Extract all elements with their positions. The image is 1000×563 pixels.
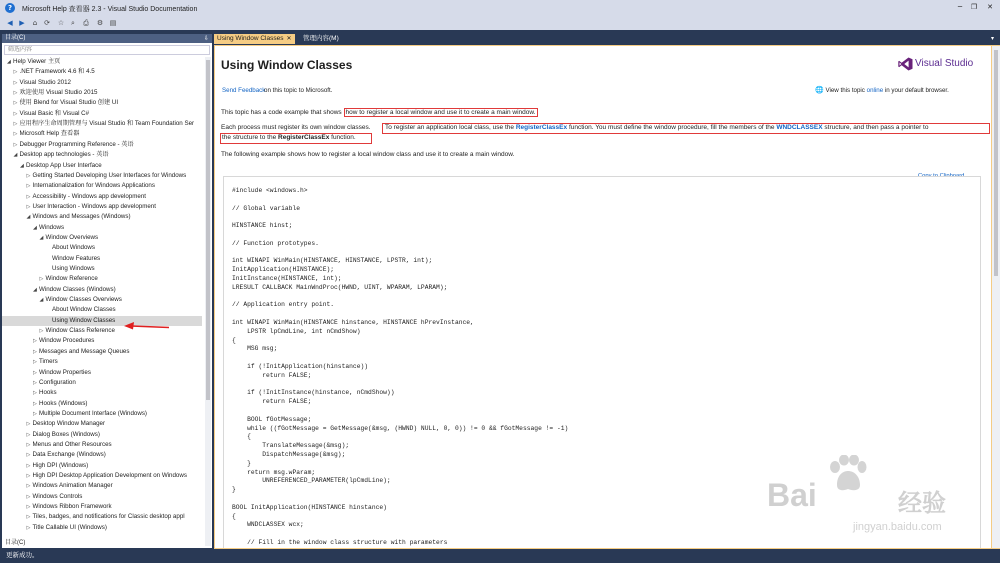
expanded-arrow-icon[interactable]: ◢ [20,162,24,169]
annotation-arrow [124,321,170,331]
home-icon[interactable]: ⌂ [32,19,38,27]
toc-item[interactable] [2,357,202,367]
chevron-down-icon[interactable]: ▾ [990,35,994,42]
code-line: // Fill in the window class structure with parameters [232,539,448,546]
toc-item[interactable] [2,212,202,222]
collapsed-arrow-icon[interactable]: ▷ [33,410,37,417]
expanded-arrow-icon[interactable]: ◢ [39,234,44,241]
toc-item[interactable] [2,285,202,295]
toc-item-label: Window Classes Overviews [45,296,122,304]
toc-item-label: Windows and Messages (Windows) [32,213,131,221]
toc-item-label: Getting Started Developing User Interfaces for Windows [32,171,187,179]
collapsed-arrow-icon[interactable]: ▷ [39,328,44,335]
toc-item-label: Window Properties [39,368,91,376]
toc-item[interactable] [2,336,202,346]
toc-item[interactable] [2,161,202,171]
code-line: #include <windows.h> [232,187,308,194]
code-line: } [232,459,251,467]
globe-icon: 🌐 [815,86,824,94]
toc-scrollbar[interactable] [205,57,211,546]
toc-item-label: High DPI (Windows) [32,461,89,469]
collapsed-arrow-icon[interactable]: ▷ [26,183,31,190]
code-line: InitInstance(HINSTANCE, int); [232,275,342,282]
toc-item-label: High DPI Desktop Application Development on Windows [32,472,187,479]
code-line: DispatchMessage(&msg); [232,451,346,458]
tab-favorites[interactable]: 收藏夹(F) [59,540,85,546]
toc-item[interactable] [2,471,202,481]
registerclassex-link[interactable]: RegisterClassEx [515,124,568,131]
collapsed-arrow-icon[interactable]: ▷ [33,369,37,376]
p2-text-c: structure, and then pass a pointer to [824,124,929,131]
toc-item-label: Using Window Classes [52,316,116,324]
collapsed-arrow-icon[interactable]: ▷ [39,276,44,283]
code-line: return FALSE; [232,371,312,379]
tab-index[interactable]: 索引(I) [34,540,52,546]
wndclassex-link[interactable]: WNDCLASSEX [776,124,823,131]
expanded-arrow-icon[interactable]: ◢ [26,214,31,221]
toc-item-label: Menus and Other Resources [32,440,112,448]
document-frame [214,45,1000,549]
toc-item[interactable] [2,419,202,429]
tab-contents[interactable]: 目录(C) [2,538,28,548]
collapsed-arrow-icon[interactable]: ▷ [13,110,18,117]
toc-item[interactable] [2,88,202,98]
toc-item-label: Title Callable UI (Windows) [32,523,107,531]
code-line: if (!InitApplication(hinstance)) [232,363,369,370]
watermark-brand-cn: 经验 [898,490,946,517]
toc-item-label: Using Windows [52,265,95,272]
watermark-brand: Bai [767,477,817,513]
toc-item-label: Data Exchange (Windows) [32,451,106,459]
code-line: if (!InitInstance(hinstance, nCmdShow)) [232,389,395,397]
collapsed-arrow-icon[interactable]: ▷ [13,121,18,128]
toc-item-label: Visual Basic 和 Visual C# [19,109,90,117]
toc-item-label: Help Viewer 主页 [13,58,61,65]
restore-button[interactable]: ❐ [970,3,978,11]
view-online-line [815,86,949,94]
toc-item[interactable] [2,129,202,139]
collapsed-arrow-icon[interactable]: ▷ [13,141,18,148]
sync-icon[interactable]: ⟳ [44,19,50,27]
code-line: while ((fGotMessage = GetMessage(&msg, (HWND) NULL, 0, 0)) != 0 && fGotMessage != -1) [232,424,569,432]
toc-item[interactable] [2,254,202,264]
toc-item[interactable] [2,274,202,284]
p2-text-b: function. You must define the window procedure, fill the members of the [568,124,775,131]
toc-item[interactable] [2,316,202,326]
toc-item[interactable] [2,57,202,67]
toc-item-label: Hooks [39,389,57,397]
tab-label: Using Window Classes [217,35,284,42]
toc-item-label: Window Features [52,254,101,262]
toc-item[interactable] [2,450,202,460]
toc-item-label: About Windows [52,244,95,252]
toc-item-label: Internationalization for Windows Applications [32,182,155,190]
toc-item[interactable] [2,388,202,398]
expanded-arrow-icon[interactable]: ◢ [33,224,37,231]
collapsed-arrow-icon[interactable]: ▷ [33,379,37,386]
toc-item-label: 欢迎使用 Visual Studio 2015 [19,89,98,97]
toc-pane [2,34,212,548]
toc-item[interactable] [2,109,202,119]
collapsed-arrow-icon[interactable]: ▷ [33,359,37,366]
code-line: return FALSE; [232,398,312,406]
toc-header-label: 目录(C) [5,35,26,41]
code-line: HINSTANCE hinst; [232,222,293,230]
p2-text-a: To register an application local class, use the [385,124,514,131]
toolbar [0,16,1000,30]
help-app-icon: ? [5,3,15,13]
toc-item[interactable] [2,378,202,388]
toc-item-label: Dialog Boxes (Windows) [32,430,100,438]
toc-item[interactable] [2,347,202,357]
toc-item-label: Window Procedures [39,337,95,345]
toc-item-label: Windows Ribbon Framework [32,503,112,511]
toc-item[interactable] [2,67,202,77]
toc-item-label: 使用 Blend for Visual Studio 创建 UI [19,99,119,107]
toc-tree [2,57,204,546]
code-line: int WINAPI WinMain(HINSTANCE, HINSTANCE, LPSTR, int); [232,257,433,265]
toc-item-label: 应用程序生命周期管理与 Visual Studio 和 Team Foundation Ser [19,120,195,128]
print-icon[interactable]: ⎙ [83,19,89,27]
toc-bottom-tabs [2,538,212,548]
page-title: Using Window Classes [221,58,353,72]
toc-item-label: Timers [39,358,58,366]
toc-item[interactable] [2,409,202,419]
registerclassex-link[interactable]: RegisterClassEx [278,134,330,141]
toc-item-label: Window Class Reference [45,327,115,335]
toc-item-label: Desktop app technologies - 英语 [19,151,109,159]
toc-item[interactable] [2,243,202,253]
toc-item[interactable] [2,171,202,181]
title-bar [0,0,1000,16]
close-button[interactable]: ✕ [987,3,993,11]
close-tab-icon[interactable]: ✕ [286,35,292,42]
toc-item[interactable] [2,440,202,450]
code-line: { [232,512,236,520]
back-icon[interactable]: ◀ [7,19,13,27]
collapsed-arrow-icon[interactable]: ▷ [26,483,31,490]
collapsed-arrow-icon[interactable]: ▷ [33,338,37,345]
code-line: } [232,486,236,494]
code-line: int WINAPI WinMain(HINSTANCE hinstance, HINSTANCE hPrevInstance, [232,319,474,326]
document-tabstrip [214,34,1000,44]
toc-item[interactable] [2,181,202,191]
toc-item[interactable] [2,119,202,129]
toc-item-label: Windows Animation Manager [32,482,113,490]
visual-studio-logo [898,57,988,71]
toc-item-label: Window Reference [45,275,98,283]
toc-item-label: Windows [39,223,65,231]
minimize-button[interactable]: ─ [957,3,963,11]
tab-label: 管理内容(M) [303,35,339,42]
toc-item[interactable] [2,140,202,150]
toc-item-label: Microsoft Help 查看器 [19,130,80,138]
toc-item[interactable] [2,492,202,502]
toc-item[interactable] [2,305,202,315]
toc-header [2,34,212,43]
collapsed-arrow-icon[interactable]: ▷ [26,514,31,521]
toc-item[interactable] [2,223,202,233]
tab-manage-content[interactable] [300,34,342,44]
code-line: WNDCLASSEX wcx; [232,521,304,529]
toc-item[interactable] [2,368,202,378]
visual-studio-icon [898,57,913,71]
registration-paragraph [221,124,989,144]
collapsed-arrow-icon[interactable]: ▷ [26,524,31,531]
code-line: InitApplication(HINSTANCE); [232,266,335,274]
view-online-suffix: in your default browser. [884,87,949,94]
toc-item-label: Hooks (Windows) [39,399,88,407]
toc-item-label: User Interaction - Windows app development [32,202,156,210]
expanded-arrow-icon[interactable]: ◢ [7,59,11,65]
toc-item[interactable] [2,98,202,108]
toc-item[interactable] [2,461,202,471]
collapsed-arrow-icon[interactable]: ▷ [33,390,37,397]
toc-item[interactable] [2,512,202,522]
toc-item[interactable] [2,326,202,336]
toc-scrollbar-thumb[interactable] [206,60,210,400]
toc-item[interactable] [2,399,202,409]
view-online-prefix: View this topic [825,87,865,94]
toc-item[interactable] [2,264,202,274]
send-feedback-link[interactable]: Send Feedback [222,87,266,94]
collapsed-arrow-icon[interactable]: ▷ [26,462,31,469]
collapsed-arrow-icon[interactable]: ▷ [26,172,31,179]
code-line: MSG msg; [232,345,278,353]
toc-item-label: Configuration [39,378,76,386]
code-line: // Global variable [232,204,301,212]
online-link[interactable]: online [866,87,884,94]
code-line: TranslateMessage(&msg); [232,442,350,450]
code-line: // Function prototypes. [232,239,319,247]
toc-item-label: Window Overviews [45,233,99,241]
code-line: UNREFERENCED_PARAMETER(lpCmdLine); [232,477,391,485]
highlighted-phrase: how to register a local window and use it to create a main window. [345,109,536,116]
collapsed-arrow-icon[interactable]: ▷ [33,400,37,407]
toc-item[interactable] [2,481,202,491]
status-text: 更新成功。 [6,552,39,559]
intro-text: This topic has a code example that shows [221,109,342,116]
toc-item-label: Window Classes (Windows) [39,285,116,293]
find-icon[interactable]: ⌕ [71,19,75,27]
watermark-url: jingyan.baidu.com [853,521,942,533]
manage-icon[interactable]: ▤ [109,19,117,27]
document-scrollbar-thumb[interactable] [994,50,998,276]
code-line: LRESULT CALLBACK MainWndProc(HWND, UINT, WPARAM, LPARAM); [232,283,448,291]
toc-item-label: Windows Controls [32,492,83,500]
toc-item-label: About Window Classes [52,306,116,314]
code-line: { [232,336,236,344]
collapsed-arrow-icon[interactable]: ▷ [26,421,31,428]
bookmark-icon[interactable]: ☆ [57,19,65,27]
toc-item[interactable] [2,523,202,533]
tab-using-window-classes[interactable] [214,34,295,44]
toc-item-label: Messages and Message Queues [39,347,130,355]
toc-item-label: Multiple Document Interface (Windows) [39,409,147,417]
toc-item[interactable] [2,192,202,202]
toc-item-label: Visual Studio 2012 [19,78,71,86]
code-line: return msg.wParam; [232,468,316,476]
code-line: { [232,433,251,441]
toc-item-label: Desktop App User Interface [26,161,102,169]
collapsed-arrow-icon[interactable]: ▷ [26,431,31,438]
intro-paragraph [221,109,538,116]
toc-filter-input[interactable] [4,45,210,55]
collapsed-arrow-icon[interactable]: ▷ [13,131,18,138]
toc-item-label: Desktop Window Manager [32,420,106,428]
toc-item[interactable] [2,150,202,160]
collapsed-arrow-icon[interactable]: ▷ [26,504,31,511]
forward-icon[interactable]: ▶ [19,19,25,27]
expanded-arrow-icon[interactable]: ◢ [33,286,37,293]
feedback-text: on this topic to Microsoft. [264,87,333,94]
collapsed-arrow-icon[interactable]: ▷ [26,493,31,500]
example-intro: The following example shows how to register a local window class and use it to create a main window. [221,151,515,158]
collapsed-arrow-icon[interactable]: ▷ [13,79,18,86]
p2-text-e: function. [331,134,356,141]
collapsed-arrow-icon[interactable]: ▷ [26,473,31,479]
code-line: LPSTR lpCmdLine, int nCmdShow) [232,327,361,335]
toc-item[interactable] [2,502,202,512]
p2-prefix: Each process must register its own window classes. [221,124,371,131]
toc-item-label: Accessibility - Windows app development [32,192,146,200]
status-bar [0,549,1000,563]
collapsed-arrow-icon[interactable]: ▷ [26,441,31,448]
toc-item-label: Tiles, badges, and notifications for Classic desktop appl [32,513,185,521]
collapsed-arrow-icon[interactable]: ▷ [26,193,31,200]
collapsed-arrow-icon[interactable]: ▷ [13,100,18,107]
brand-name: Visual Studio [915,58,974,69]
code-line: BOOL fGotMessage; [232,415,312,423]
collapsed-arrow-icon[interactable]: ▷ [13,90,18,97]
settings-icon[interactable]: ⚙ [96,19,104,27]
expanded-arrow-icon[interactable]: ◢ [39,297,44,304]
toc-item[interactable] [2,233,202,243]
toc-item[interactable] [2,78,202,88]
code-block [223,176,981,548]
code-line: BOOL InitApplication(HINSTANCE hinstance) [232,503,387,511]
toc-item-label: .NET Framework 4.6 和 4.5 [19,68,95,76]
collapsed-arrow-icon[interactable]: ▷ [26,452,31,459]
toc-item[interactable] [2,295,202,305]
document-scrollbar[interactable] [992,46,1000,548]
code-line: // Application entry point. [232,301,335,309]
toc-item[interactable] [2,202,202,212]
collapsed-arrow-icon[interactable]: ▷ [26,203,31,210]
window-title: Microsoft Help 查看器 2.3 - Visual Studio Documentation [22,6,198,13]
toc-item-label: Debugger Programming Reference - 英语 [19,140,134,148]
expanded-arrow-icon[interactable]: ◢ [13,152,18,159]
collapsed-arrow-icon[interactable]: ▷ [33,348,37,355]
collapsed-arrow-icon[interactable]: ▷ [13,69,18,76]
document-page [215,46,991,548]
tab-search[interactable]: 搜索(S) [92,540,112,546]
p2-text-d: the structure to the [222,134,277,141]
pin-icon[interactable]: ⇩ [203,35,209,42]
toc-item[interactable] [2,430,202,440]
